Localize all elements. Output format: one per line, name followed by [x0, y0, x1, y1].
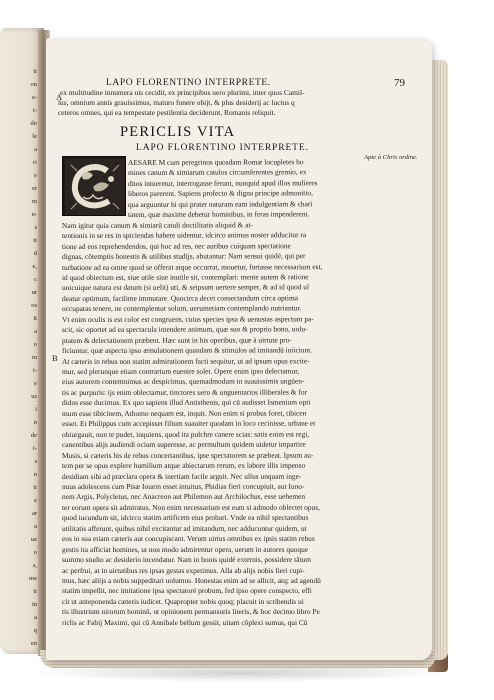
text-line: gestis ita afficiat homines, ut non modo admirentur opera, uerum in autores quoque	[62, 544, 309, 554]
left-page-text-fragment: m	[31, 354, 37, 361]
text-line: mines canum & simiarum catulos circumferentes gremio, ex	[128, 167, 307, 178]
text-line: scit, sic oportet ad ea spectacula intendere animum, quæ suo & proprio bono, uolu-	[62, 324, 308, 335]
text-line: cit ut anteponenda cæteris iudicet. Quapropter nobis quoq; placuit in scribendis ui	[62, 596, 304, 606]
text-line: lus, omnium annis grauissimus, maturo funere obijt, & plus desiderij ac luctus q	[58, 98, 295, 107]
left-page-text-fragment: e	[34, 172, 37, 179]
text-line: nuus adolescens cum Pisæ Iouem esset intuitus, Phidias fieri concupiuit, aut Iuno-	[62, 481, 305, 491]
left-page-text-fragment: e,	[32, 263, 37, 270]
margin-note: Apte à Chris ordine.	[364, 154, 418, 161]
text-line: desidiam sibi ad præclara opera & inertiam facile arguit. Nec ullus unquam inge-	[62, 471, 302, 481]
left-page-text-fragment: us	[31, 393, 37, 400]
running-head: LAPO FLORENTINO INTERPRETE.	[106, 78, 271, 88]
left-page-text-fragment: q	[33, 627, 37, 634]
text-line: eos in sua etiam cæteris aut concupiscant. Verum uirtus omnibus ex ipsis statim rebus	[62, 534, 315, 544]
text-line: statim impellit, nec imitatione ipsa spectatoré probum, fed ipso opere conspecto, effi	[62, 586, 312, 596]
text-line: tis illustrium uirorum hominũ, ut opinionem permansuris literis, & hoc decimo libro Pe	[62, 607, 320, 617]
left-page-text-fragment: i-	[33, 367, 37, 374]
left-page-text-fragment: i-	[33, 107, 37, 114]
text-line: ficiuntur, quæ aspectu ipso æmulationem quandam & stimulos ad imitandũ iniiciunt.	[62, 345, 313, 356]
text-line: Vt enim oculis is est color est congruens, cuius species ipsa & uenustas aspectum pa-	[62, 314, 314, 324]
text-line: tis ac purpuris: ijs enim oblectamur, tinctores uero & unguentarios illiberales & for	[62, 387, 307, 397]
left-page-text-fragment: ti	[33, 68, 37, 75]
text-line: canentibus alijs audiendi ocium superesse, ac permultum quidem uidetur impartire	[62, 439, 306, 450]
left-page-text-fragment: er	[31, 185, 37, 192]
text-line: ter eorum opera sit admiratus. Non enim necessarium est eum si admodo oblectet opus,	[62, 502, 320, 512]
left-page-text-fragment: do	[30, 120, 37, 127]
left-page-text-fragment: n-	[31, 211, 37, 218]
text-line: tione ad eos reprehendendos, qui hoc ad res, nec auribus cuiquam spectatione	[62, 240, 291, 251]
left-page-text-fragment: s,	[32, 562, 37, 569]
text-line: Musis, si cæteris his de rebus concertantibus, ipse spectatorem se præbeat. Ipsum au-	[62, 450, 314, 460]
text-line: utilitatis afferunt, quibus nihil excitantur ad imitandum, nec adducuntur quidem, ut	[62, 523, 307, 533]
text-line: dignas, cõtemptis honestis & utilibus studijs, abutantur: Nam sensui quidé, qui per	[62, 251, 306, 262]
left-page-text-fragment: ti	[33, 588, 37, 595]
left-page-text-fragment: en	[30, 640, 37, 647]
left-page-text-fragment: a	[34, 146, 37, 153]
left-page-text-fragment: ri	[33, 159, 37, 166]
left-page-text-fragment: a	[34, 614, 37, 621]
text-line: ex multitudine innumera uis cecidit, ex principibus uero plurimi, inter quos Camil-	[60, 88, 305, 97]
left-page-text-fragment: ti	[33, 484, 37, 491]
left-page-text-fragment: ur	[31, 289, 37, 296]
left-page-text-fragment: e	[34, 497, 37, 504]
text-line: unicuique natura est datum (si uelit) uti, & seipsum uertere semper, & ad id quod uî	[62, 282, 310, 293]
left-page-text-fragment: me	[29, 575, 37, 582]
left-page-text-fragment: a	[34, 328, 37, 335]
left-page-text-fragment: d	[33, 250, 37, 257]
page-number: 79	[394, 77, 405, 89]
left-page-text-fragment: a	[34, 523, 37, 530]
left-page-text-fragment: le	[32, 133, 37, 140]
text-line: liberos parerent. Sapiens profecto & digna principe admonitio,	[128, 188, 313, 199]
left-page-text-fragment: on	[30, 81, 37, 88]
left-page-text-fragment: s	[34, 224, 37, 231]
left-page-text-fragment: e-	[31, 94, 37, 101]
text-line: deatur optimum, facilime immutare. Quocirca decet consectandum circa optima	[62, 293, 298, 303]
text-line: mus, hæc aliijs a nobis suppeditari uolumus. Honestas enim ad se allicit, atq; ad agendũ	[62, 575, 321, 585]
left-page-text-fragment: i	[35, 406, 37, 413]
left-page-text-fragment: in	[31, 601, 37, 608]
text-line: didos esse ducimus. Ex quo sapiens illud Antisthenis, qui cū audisset Ismenium opti	[62, 397, 311, 408]
text-line: tatem, quæ maxime debetur hominibus, in feras impenderent.	[128, 209, 310, 220]
text-line: ceteros omnes, qui ea tempestate pestilentia deciderunt, Romanis reliquit.	[58, 108, 276, 117]
text-line: id quod obiectum est, siue utile siue inutile sit, contemplari: mente autem & ratione	[62, 272, 309, 282]
text-line: eius autorem contemnimus ac despicimus, quemadmodum in suauissimis ungüen-	[62, 376, 305, 387]
text-line: AESARE M cum peregrinos quosdam Romæ locupletes ho	[128, 157, 304, 167]
margin-marker-b: B	[52, 353, 58, 363]
text-line: nem Argis, Polycletus, nec Anacreon aut Philemon aut Archilochus, esse uehemen	[62, 492, 306, 502]
left-page-text-fragment: ue	[30, 536, 37, 543]
left-page-text-fragment: ti	[33, 237, 37, 244]
left-page-text-fragment: n	[33, 471, 37, 478]
left-page-text-fragment: de	[30, 432, 37, 439]
left-page-text-fragment: t-	[33, 445, 37, 452]
left-page-text-fragment: o	[33, 549, 37, 556]
left-page-text-fragment: it	[33, 315, 37, 322]
text-line: obiurgauit, non te pudet, inquiens, quod ita pulchre canere scias: satis enim est regi,	[62, 429, 310, 439]
text-line: riclis ac Fabij Maximi, qui cũ Annibale bellum gessit, uitam cõplexi sumus, qui Cũ	[62, 617, 308, 627]
left-page-text-fragment: n	[33, 419, 37, 426]
left-page-text-fragment: c	[34, 276, 37, 283]
chapter-subtitle: LAPO FLORENTINO INTERPRETE.	[136, 143, 309, 153]
chapter-title: PERICLIS VITA	[120, 124, 236, 140]
text-line: ac perfrui, at in uirtutibus res ipsas gestas expetimus. Alla ab alijs nobis fieri cupi-	[62, 565, 305, 575]
left-page-text-fragment: e	[34, 380, 37, 387]
left-page-text-fragment: m	[31, 198, 37, 205]
margin-marker-a: A	[56, 92, 63, 102]
text-line: mur, sed plerunque etiam contrarium euenire solet. Opere enim ipso delectamur,	[62, 366, 300, 376]
text-line: At cæteris in rebus non statim admirationem facti sequitur, ut ad ipsum opus excite-	[62, 355, 310, 366]
left-page-text-fragment: s	[34, 458, 37, 465]
text-line: Nam igitur quia canum & simiarũ catuli doctilitatis aliquid & at-	[62, 219, 253, 230]
text-line: tentionis in se res in spiciendas habere uidentur, idcirco animus noster adducitur ra	[62, 230, 307, 241]
text-line: esset. Et Philippus cum accepisset filium suauiter quodam in loco cecinisse, urbane et	[62, 418, 316, 429]
text-line: ptatem & delectationem præbent. Hæc sunt in his operibus, quæ à uirtute pro-	[62, 335, 292, 345]
text-line: ditos intueretur, interrogasse ferunt, nunquid apud illos mulieres	[128, 178, 318, 188]
woodcut-initial-c-icon	[62, 156, 126, 216]
text-line: occupatas tenere, ne contemplentur solum, uerumetiam contemplando nutriantur.	[62, 303, 302, 314]
text-line: qua arguuntur hi qui prater naturam eam indulgentiam & chari	[128, 199, 313, 209]
text-line: tem per se opus explere humilium atque abiectarum rerum, ex labore illis impenso	[62, 460, 306, 471]
text-line: summo studio ac desiderio incendatur. Nam in bonis quidé externis, possidere tâtum	[62, 554, 311, 565]
text-line: mum esse tibicinem, Athomo nequam est, inquit. Non enim si probus foret, tibicen	[62, 408, 307, 418]
text-line: turbatione ad ea omne quod se offerat atque occurrat, mouetur, fortasse necessarium est,	[62, 261, 323, 272]
left-page-text-fragment: os	[31, 302, 37, 309]
left-page-text-fragment: o	[33, 341, 37, 348]
text-line: quod iucundum sit, idcirco statim artificem eius probari. Vnde ea nihil spectantibus	[62, 513, 309, 523]
left-page-text-fragment: ar	[31, 510, 37, 517]
